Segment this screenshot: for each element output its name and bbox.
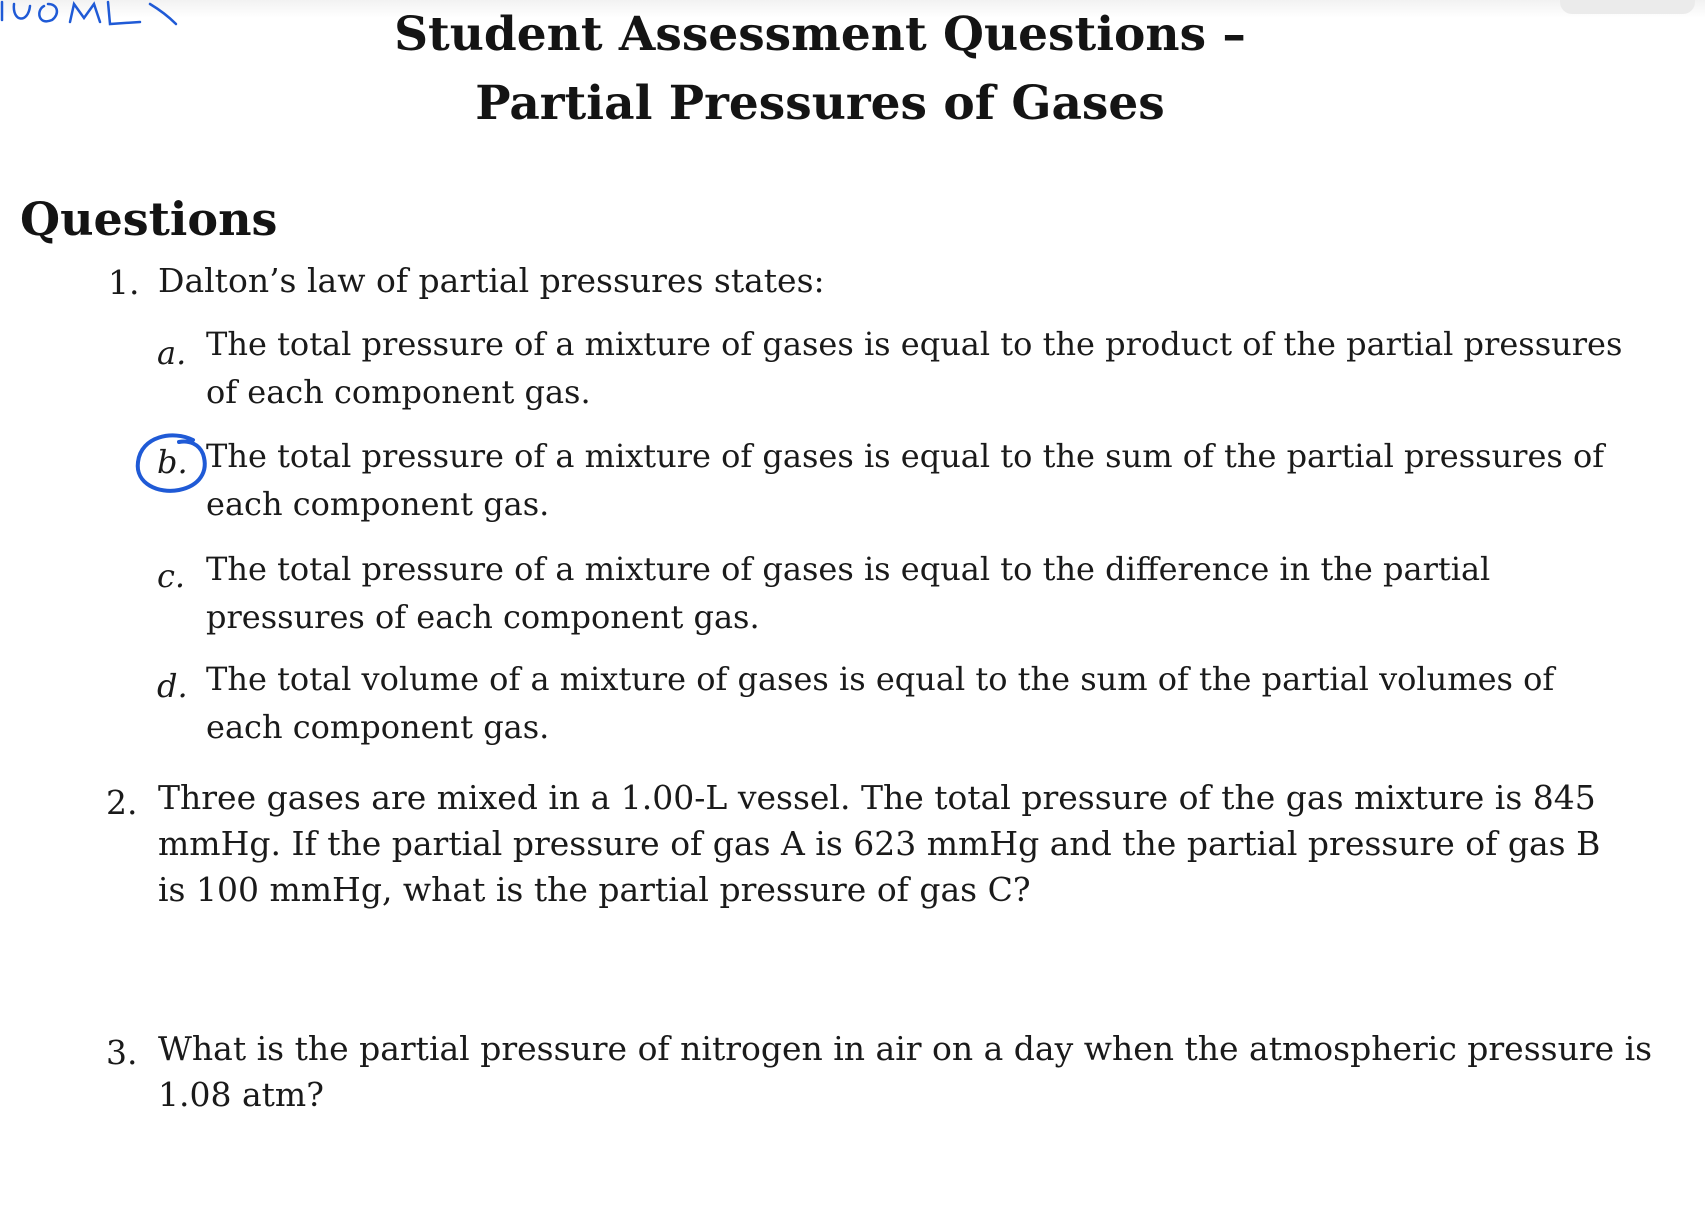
section-heading: Questions [20,192,278,246]
option-b-letter: b. [157,443,188,481]
question-3-number: 3. [106,1033,138,1072]
question-1-text: Dalton’s law of partial pressures states: [158,261,825,300]
option-c-text: The total pressure of a mixture of gases is equal to the difference in the partial pressures of each component gas. [206,550,1491,636]
question-1-number: 1. [108,263,140,302]
option-a-text: The total pressure of a mixture of gases is equal to the product of the partial pressures of each component gas. [206,325,1623,411]
document-title [0,0,1640,138]
question-3-text: What is the partial pressure of nitrogen in air on a day when the atmospheric pressure is 1.08 atm? [158,1029,1653,1114]
question-2-text: Three gases are mixed in a 1.00-L vessel. The total pressure of the gas mixture is 845 mmHg. If the partial pressure of gas A is 623 mmHg and the partial pressure of gas B is 100 mmHg, what is the partial pressure of gas C? [158,778,1601,909]
option-d-text: The total volume of a mixture of gases is equal to the sum of the partial volumes of each component gas. [206,660,1555,746]
title-line-2: Partial Pressures of Gases [475,76,1165,131]
option-c-letter: c. [157,557,186,595]
title-line-1: Student Assessment Questions – [394,7,1246,62]
option-b-text: The total pressure of a mixture of gases is equal to the sum of the partial pressures of each component gas. [206,437,1605,523]
question-2-number: 2. [106,783,138,822]
option-d-letter: d. [157,667,188,705]
option-a-letter: a. [157,334,187,372]
answer-circle-mark [133,432,211,496]
